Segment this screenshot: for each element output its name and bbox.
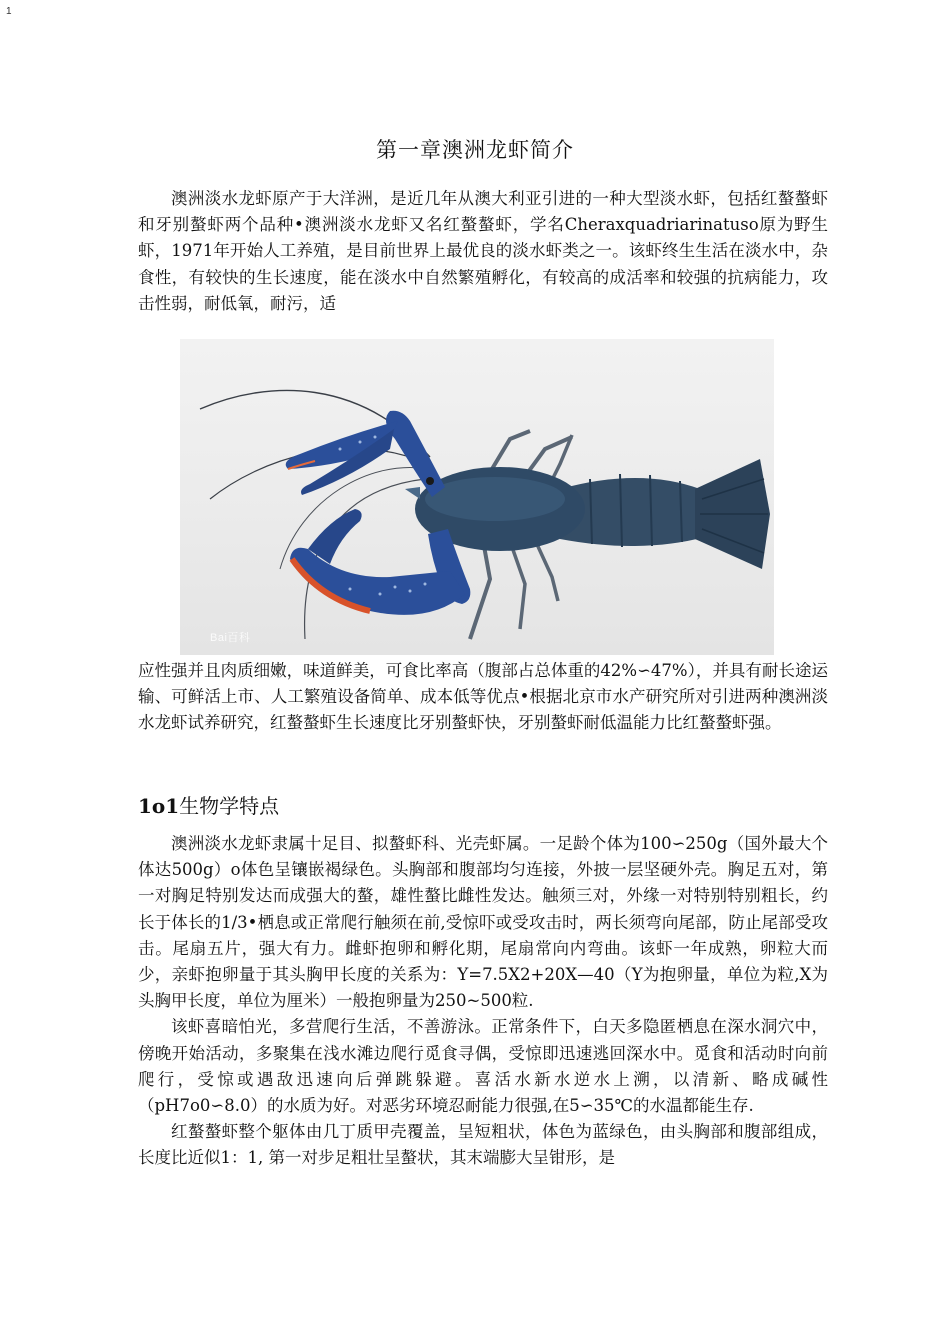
section-paragraph: 澳洲淡水龙虾隶属十足目、拟螯虾科、光壳虾属。一足龄个体为100∽250g（国外最大个体达500g）o体色呈镶嵌褐绿色。头胸部和腹部均匀连接，外披一层坚硬外壳。胸足五对，第一对胸足特别发达而成强大的螯，雄性螯比雌性发达。触须三对，外缘一对特别特别粗长，约长于体长的1/3•栖息或正常爬行触须在前,受惊吓或受攻击时，两长须弯向尾部，防止尾部受攻击。尾扇五片，强大有力。雌虾抱卵和孵化期，尾扇常向内弯曲。该虾一年成熟，卵粒大而少，亲虾抱卵量于其头胸甲长度的关系为：Y=7.5X2+20X—40（Y为抱卵量，单位为粒,X为头胸甲长度，单位为厘米）一般抱卵量为250~500粒. [138,834,828,1011]
intro-paragraph: 澳洲淡水龙虾原产于大洋洲，是近几年从澳大利亚引进的一种大型淡水虾，包括红螯螯虾和牙别螯虾两个品种•澳洲淡水龙虾又名红螯螯虾，学名Cheraxquadriarinatuso原为野生虾，1971年开始人工养殖，是目前世界上最优良的淡水虾类之一。该虾终生生活在淡水中，杂食性，有较快的生长速度，能在淡水中自然繁殖孵化，有较高的成活率和较强的抗病能力，攻击性弱，耐低氧，耐污，适 [138,189,828,313]
crayfish-photo [180,339,774,655]
photo-watermark: Bai百科 [210,632,251,644]
crayfish-illustration [180,339,774,655]
section-heading [138,790,279,819]
continuation-block [138,658,828,737]
section-paragraph: 红螯螯虾整个躯体由几丁质甲壳覆盖，呈短粗状，体色为蓝绿色，由头胸部和腹部组成，长度比近似1：1, 第一对步足粗壮呈螯状，其末端膨大呈钳形，是 [138,1122,828,1168]
chapter-title: 第一章澳洲龙虾简介 [376,138,574,163]
page-number: 1 [6,6,12,17]
section-body [138,831,828,1172]
section-number: 1o1 [138,794,180,818]
section-paragraph: 该虾喜暗怕光，多营爬行生活，不善游泳。正常条件下，白天多隐匿栖息在深水洞穴中，傍晚开始活动，多聚集在浅水滩边爬行觅食寻偶，受惊即迅速逃回深水中。觅食和活动时向前爬行，受惊或遇敌迅速向后弹跳躲避。喜活水新水逆水上溯，以清新、略成碱性（pH7o0∽8.0）的水质为好。对恶劣环境忍耐能力很强,在5∽35℃的水温都能生存. [138,1017,828,1116]
section-title: 生物学特点 [179,794,280,818]
continuation-paragraph: 应性强并且肉质细嫩，味道鲜美，可食比率高（腹部占总体重的42%∽47%），并具有耐长途运输、可鲜活上市、人工繁殖设备简单、成本低等优点•根据北京市水产研究所对引进两种澳洲淡水龙虾试养研究，红螯螯虾生长速度比牙别螯虾快，牙别螯虾耐低温能力比红螯螯虾强。 [138,661,828,733]
intro-block [138,186,828,317]
